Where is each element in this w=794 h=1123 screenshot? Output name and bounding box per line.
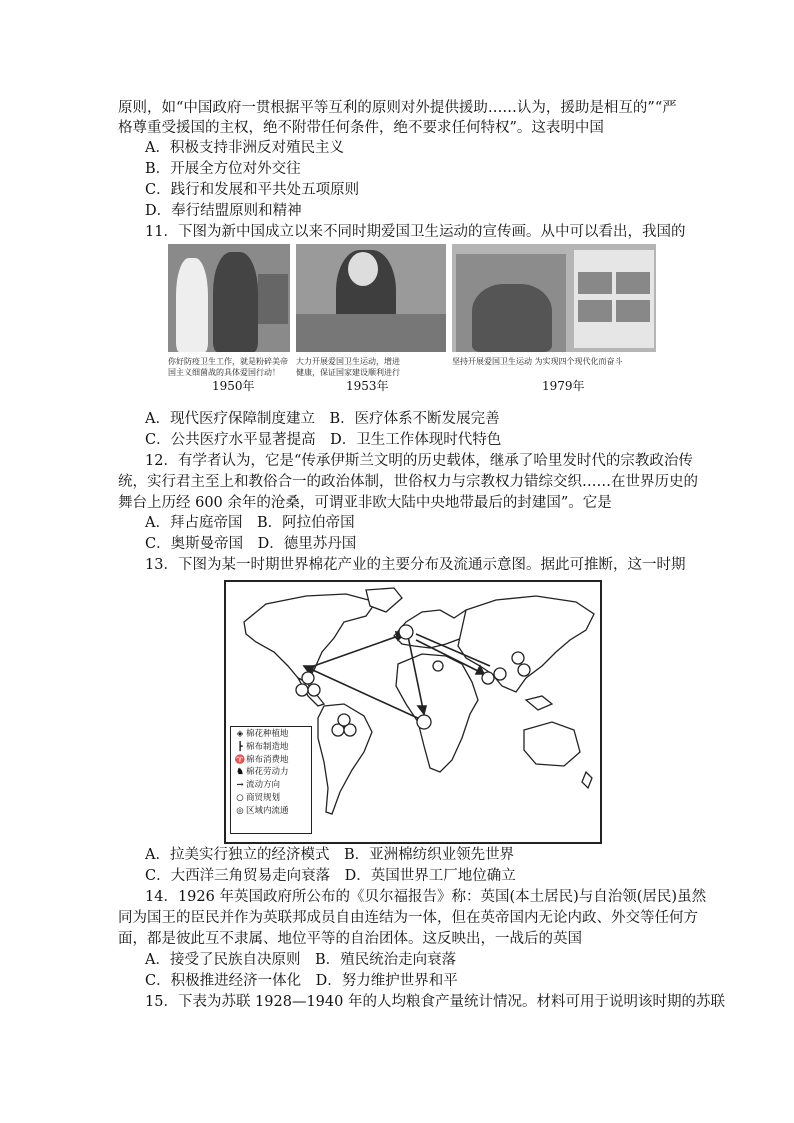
q13-stem: 13．下图为某一时期世界棉花产业的主要分布及流通示意图。据此可推断，这一时期: [145, 557, 686, 573]
q10-option-a: A．积极支持非洲反对殖民主义: [145, 140, 344, 156]
poster-year-1953: 1953年: [346, 379, 389, 393]
symbol-us-3: [302, 672, 314, 684]
poster-strip: [168, 244, 656, 392]
q14-stem-3: 面，都是彼此互不隶属、地位平等的自治团体。这反映出，一战后的英国: [118, 931, 582, 947]
q10-option-b: B．开展全方位对外交往: [145, 161, 301, 177]
asia-shape: [458, 596, 594, 692]
cotton-labor-icon: ♞: [236, 767, 244, 778]
q10-option-d: D．奉行结盟原则和精神: [145, 203, 302, 219]
q12-options-cd: C．奥斯曼帝国 D．德里苏丹国: [145, 536, 357, 552]
poster-year-1979: 1979年: [542, 379, 585, 393]
legend-label: 区域内流通: [246, 805, 289, 816]
legend-label: 商贸规划: [246, 792, 281, 803]
q12-stem-1: 12．有学者认为，它是“传承伊斯兰文明的历史载体，继承了哈里发时代的宗教政治传: [145, 453, 693, 469]
q12-stem-2: 统，实行君主至上和教俗合一的政治体制，世俗权力与宗教权力错综交织……在世界历史的: [118, 474, 698, 490]
legend-row-trade-rules: [234, 792, 308, 805]
cotton-plantation-icon: ◈: [236, 729, 244, 739]
q14-options-ab: A．接受了民族自决原则 B．殖民统治走向衰落: [145, 952, 457, 968]
q12-stem-3: 舞台上历经 600 余年的沧桑，可谓亚非欧大陆中央地带最后的封建国”。它是: [118, 495, 612, 511]
q14-options-cd: C．积极推进经济一体化 D．努力维护世界和平: [145, 973, 458, 989]
q11-options-ab: A．现代医疗保障制度建立 B．医疗体系不断发展完善: [145, 411, 500, 427]
legend-label: 棉布制造地: [246, 741, 289, 752]
se-asia-islands-shape: [526, 696, 552, 710]
legend-row-regional-circulation: [234, 805, 308, 818]
symbol-egypt: [433, 661, 443, 671]
trade-rules-icon: ○: [236, 792, 244, 803]
poster-1953: [296, 244, 446, 352]
legend-label: 流动方向: [246, 780, 281, 791]
legend-row-cotton-plantation: [234, 728, 308, 741]
q13-options-cd: C．大西洋三角贸易走向衰落 D．英国世界工厂地位确立: [145, 868, 516, 884]
line-1: 原则，如“中国政府一贯根据平等互利的原则对外提供援助……认为，援助是相互的”“严: [118, 100, 677, 116]
q14-stem-1: 14．1926 年英国政府所公布的《贝尔福报告》称：英国(本土居民)与自治领(居民)虽然: [145, 889, 707, 905]
symbol-us-1: [296, 684, 308, 696]
legend-label: 棉布消费地: [246, 754, 289, 765]
symbol-us-2: [308, 684, 320, 696]
poster-caption-1979: 坚持开展爱国卫生运动 为实现四个现代化而奋斗: [452, 357, 623, 366]
map-legend: [230, 726, 312, 834]
regional-circulation-icon: ◎: [236, 805, 244, 816]
legend-row-cloth-consumption: [234, 754, 308, 767]
symbol-india-2: [494, 668, 506, 680]
line-2: 格尊重受援国的主权，绝不附带任何条件，绝不要求任何特权”。这表明中国: [118, 120, 604, 136]
symbol-brazil-3: [338, 714, 350, 726]
symbol-europe: [399, 625, 413, 639]
australia-shape: [524, 722, 580, 766]
q14-stem-2: 同为国王的臣民并作为英联邦成员自由连结为一体，但在英帝国内无论内政、外交等任何方: [118, 910, 698, 926]
q11-stem: 11．下图为新中国成立以来不同时期爱国卫生运动的宣传画。从中可以看出，我国的: [145, 224, 686, 240]
q15-stem: 15．下表为苏联 1928—1940 年的人均粮食产量统计情况。材料可用于说明该时期的苏联: [145, 994, 725, 1010]
symbol-india-1: [482, 672, 494, 684]
q13-options-ab: A．拉美实行独立的经济模式 B．亚洲棉纺织业领先世界: [145, 847, 515, 863]
cloth-consumption-icon: ♈: [234, 754, 246, 765]
legend-row-flow-direction: [234, 779, 308, 792]
poster-caption-1950: 你好防疫卫生工作，就是粉碎美帝国主义细菌战的具体爱国行动！: [168, 357, 288, 377]
flow-direction-icon: →: [236, 780, 244, 791]
symbol-china-2: [518, 664, 530, 676]
poster-1950: [168, 244, 290, 352]
cotton-world-map: [224, 580, 602, 844]
legend-label: 棉花劳动力: [246, 767, 289, 778]
symbol-africa: [417, 715, 431, 729]
legend-label: 棉花种植地: [246, 729, 289, 739]
nz-shape: [582, 772, 592, 788]
poster-1979: [452, 244, 656, 352]
q12-options-ab: A．拜占庭帝国 B．阿拉伯帝国: [145, 515, 355, 531]
legend-row-cotton-labor: [234, 766, 308, 779]
q10-option-c: C．践行和发展和平共处五项原则: [145, 182, 360, 198]
poster-caption-1953: 大力开展爱国卫生运动，增进健康，保证国家建设顺利进行: [296, 357, 400, 377]
symbol-china-1: [512, 652, 524, 664]
legend-row-cloth-manufacturing: [234, 741, 308, 754]
cloth-manufacturing-icon: ┣: [237, 741, 243, 752]
poster-year-1950: 1950年: [212, 379, 255, 393]
q11-options-cd: C．公共医疗水平显著提高 D．卫生工作体现时代特色: [145, 432, 502, 448]
